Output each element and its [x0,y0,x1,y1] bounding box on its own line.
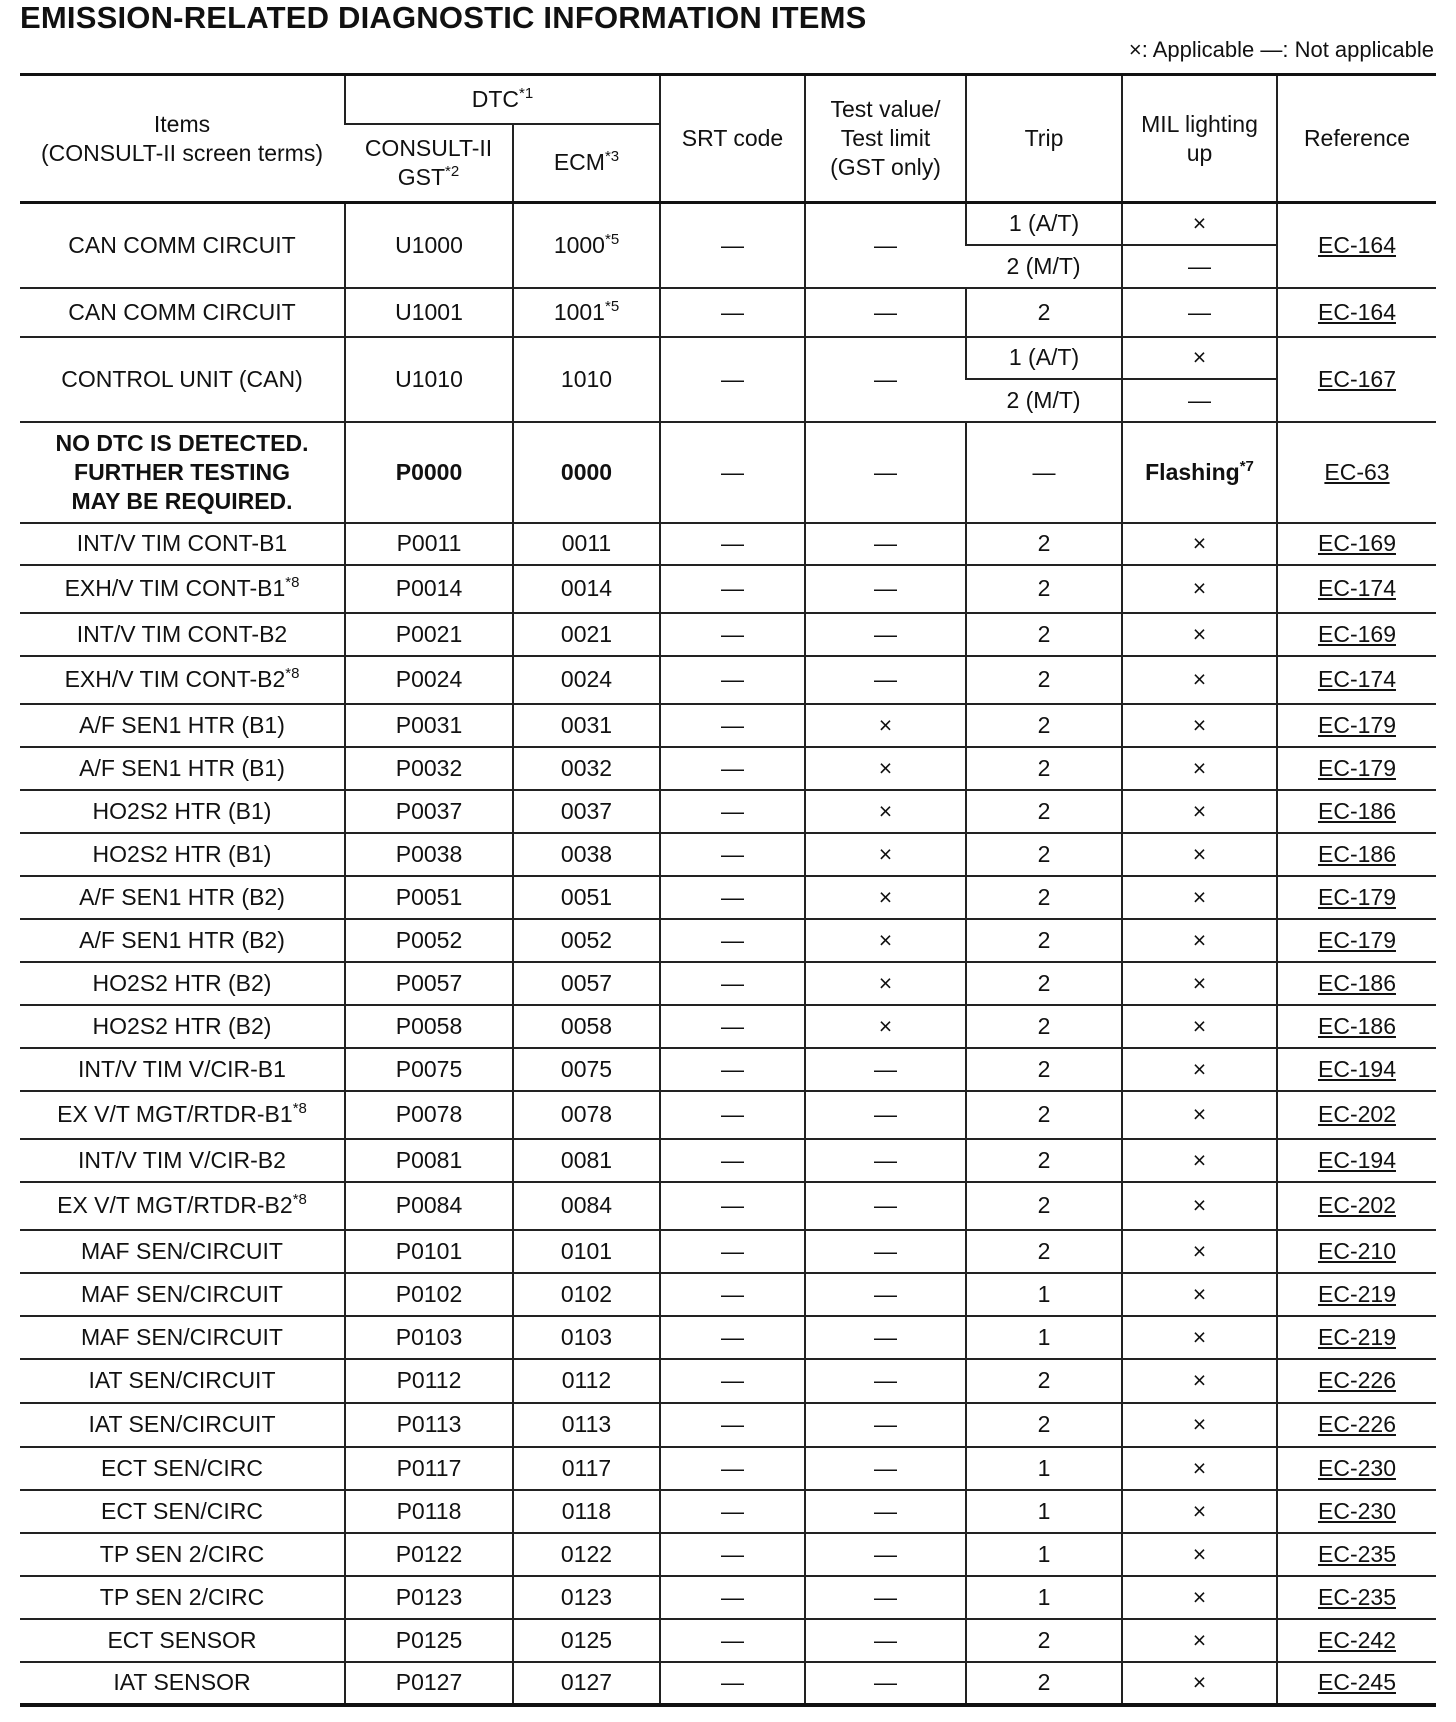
mil-cell: × [1122,1662,1277,1705]
reference-link[interactable]: EC-230 [1277,1490,1436,1533]
reference-link[interactable]: EC-186 [1277,1005,1436,1048]
dtc-table [20,73,1436,1707]
reference-link[interactable]: EC-169 [1277,613,1436,656]
table-row [20,1048,1436,1091]
table-row [20,1230,1436,1273]
table-header [20,75,1436,203]
srt-cell: — [660,704,805,747]
item-cell: NO DTC IS DETECTED. FURTHER TESTING MAY BE REQUIRED. [20,422,345,523]
mil-cell: × [1122,1316,1277,1359]
ecm-cell: 0051 [513,876,660,919]
item-cell: CAN COMM CIRCUIT [20,203,345,288]
header-mil: MIL lighting up [1122,75,1277,203]
reference-link[interactable]: EC-226 [1277,1359,1436,1403]
srt-cell: — [660,1359,805,1403]
trip-cell: 2 [966,876,1122,919]
table-row [20,1005,1436,1048]
srt-cell: — [660,1447,805,1490]
trip-cell: 2 [966,704,1122,747]
trip-cell: 2 [966,613,1122,656]
mil-cell: Flashing$^{*7}$ [1122,422,1277,523]
header-ecm: ECM$^{*3}$ [513,124,660,203]
mil-cell: — [1122,288,1277,337]
trip-cell: 2 [966,962,1122,1005]
table-row [20,613,1436,656]
reference-link[interactable]: EC-202 [1277,1091,1436,1139]
table-row [20,337,1436,379]
gst-cell: P0084 [345,1182,513,1230]
srt-cell: — [660,747,805,790]
ecm-cell: 0117 [513,1447,660,1490]
ecm-cell: 0118 [513,1490,660,1533]
srt-cell: — [660,1005,805,1048]
ecm-cell: 0014 [513,565,660,613]
gst-cell: P0052 [345,919,513,962]
item-cell: MAF SEN/CIRCUIT [20,1273,345,1316]
gst-cell: P0081 [345,1139,513,1182]
test-cell: — [805,1316,966,1359]
gst-cell: P0058 [345,1005,513,1048]
table-row [20,523,1436,565]
reference-link[interactable]: EC-164 [1277,203,1436,288]
mil-cell: × [1122,747,1277,790]
ecm-cell: 0101 [513,1230,660,1273]
srt-cell: — [660,876,805,919]
mil-cell: × [1122,337,1277,379]
header-dtc: DTC$^{*1}$ [345,75,660,124]
reference-link[interactable]: EC-194 [1277,1048,1436,1091]
item-cell: INT/V TIM CONT-B2 [20,613,345,656]
table-row [20,1447,1436,1490]
gst-cell: P0075 [345,1048,513,1091]
table-row [20,656,1436,704]
mil-cell: — [1122,245,1277,288]
item-cell: HO2S2 HTR (B2) [20,962,345,1005]
ecm-cell: 0037 [513,790,660,833]
trip-cell: 2 [966,1048,1122,1091]
srt-cell: — [660,1139,805,1182]
test-cell: — [805,1619,966,1662]
srt-cell: — [660,962,805,1005]
test-cell: × [805,919,966,962]
table-row [20,704,1436,747]
gst-cell: P0038 [345,833,513,876]
mil-cell: × [1122,523,1277,565]
test-cell: — [805,288,966,337]
trip-cell: 2 [966,565,1122,613]
gst-cell: P0127 [345,1662,513,1705]
table-row [20,833,1436,876]
header-trip: Trip [966,75,1122,203]
table-row [20,1533,1436,1576]
item-cell: ECT SEN/CIRC [20,1447,345,1490]
ecm-cell: 0112 [513,1359,660,1403]
reference-link[interactable]: EC-230 [1277,1447,1436,1490]
ecm-cell: 0057 [513,962,660,1005]
gst-cell: P0021 [345,613,513,656]
reference-link[interactable]: EC-235 [1277,1576,1436,1619]
test-cell: × [805,1005,966,1048]
reference-link[interactable]: EC-245 [1277,1662,1436,1705]
item-cell: ECT SENSOR [20,1619,345,1662]
mil-cell: × [1122,1447,1277,1490]
ecm-cell: 0078 [513,1091,660,1139]
item-cell: A/F SEN1 HTR (B1) [20,747,345,790]
table-row [20,203,1436,245]
table-row [20,288,1436,337]
table-row-no-dtc [20,422,1436,523]
srt-cell: — [660,1091,805,1139]
trip-cell: 2 [966,833,1122,876]
test-cell: — [805,1576,966,1619]
trip-cell: 2 [966,656,1122,704]
ecm-cell: 0000 [513,422,660,523]
gst-cell: P0123 [345,1576,513,1619]
reference-link[interactable]: EC-179 [1277,704,1436,747]
test-cell: — [805,1273,966,1316]
trip-cell: 1 [966,1316,1122,1359]
table-row [20,962,1436,1005]
item-cell: IAT SENSOR [20,1662,345,1705]
header-test-value: Test value/ Test limit (GST only) [805,75,966,203]
trip-cell: 2 [966,790,1122,833]
srt-cell: — [660,1619,805,1662]
trip-cell: 2 [966,1403,1122,1447]
item-cell: TP SEN 2/CIRC [20,1576,345,1619]
test-cell: — [805,1139,966,1182]
reference-link[interactable]: EC-63 [1277,422,1436,523]
ecm-cell: 0031 [513,704,660,747]
reference-link[interactable]: EC-174 [1277,565,1436,613]
ecm-cell: 0123 [513,1576,660,1619]
item-cell: A/F SEN1 HTR (B1) [20,704,345,747]
test-cell: × [805,704,966,747]
test-cell: — [805,1662,966,1705]
ecm-cell: 0024 [513,656,660,704]
test-cell: × [805,962,966,1005]
trip-cell: 2 [966,1005,1122,1048]
srt-cell: — [660,833,805,876]
trip-cell: 2 [966,1091,1122,1139]
reference-link[interactable]: EC-219 [1277,1273,1436,1316]
ecm-cell: 1010 [513,337,660,422]
srt-cell: — [660,1662,805,1705]
trip-cell: 1 [966,1533,1122,1576]
table-row [20,1182,1436,1230]
test-cell: — [805,1359,966,1403]
srt-cell: — [660,919,805,962]
mil-cell: × [1122,1359,1277,1403]
gst-cell: P0125 [345,1619,513,1662]
table-row [20,1359,1436,1403]
ecm-cell: 0122 [513,1533,660,1576]
mil-cell: × [1122,1182,1277,1230]
ecm-cell: 0075 [513,1048,660,1091]
test-cell: × [805,790,966,833]
mil-cell: × [1122,1139,1277,1182]
gst-cell: P0122 [345,1533,513,1576]
mil-cell: × [1122,833,1277,876]
mil-cell: × [1122,790,1277,833]
gst-cell: P0024 [345,656,513,704]
trip-cell: 2 [966,1359,1122,1403]
srt-cell: — [660,613,805,656]
trip-cell: 2 [966,919,1122,962]
reference-link[interactable]: EC-242 [1277,1619,1436,1662]
test-cell: — [805,656,966,704]
ecm-cell: 0058 [513,1005,660,1048]
srt-cell: — [660,1048,805,1091]
srt-cell: — [660,1316,805,1359]
ecm-cell: 0084 [513,1182,660,1230]
reference-link[interactable]: EC-169 [1277,523,1436,565]
gst-cell: P0051 [345,876,513,919]
reference-link[interactable]: EC-179 [1277,876,1436,919]
mil-cell: × [1122,613,1277,656]
gst-cell: P0031 [345,704,513,747]
trip-cell: 2 [966,288,1122,337]
item-cell: ECT SEN/CIRC [20,1490,345,1533]
srt-cell: — [660,1576,805,1619]
item-cell: A/F SEN1 HTR (B2) [20,919,345,962]
item-cell: IAT SEN/CIRCUIT [20,1359,345,1403]
gst-cell: P0102 [345,1273,513,1316]
srt-cell: — [660,422,805,523]
table-row [20,1619,1436,1662]
srt-cell: — [660,1230,805,1273]
srt-cell: — [660,790,805,833]
table-row [20,790,1436,833]
srt-cell: — [660,1182,805,1230]
item-cell: HO2S2 HTR (B1) [20,833,345,876]
table-row [20,1091,1436,1139]
gst-cell: P0000 [345,422,513,523]
trip-cell: 1 [966,1447,1122,1490]
gst-cell: P0113 [345,1403,513,1447]
mil-cell: × [1122,1533,1277,1576]
gst-cell: P0117 [345,1447,513,1490]
gst-cell: P0032 [345,747,513,790]
reference-link[interactable]: EC-235 [1277,1533,1436,1576]
table-row [20,1316,1436,1359]
table-row [20,1403,1436,1447]
gst-cell: P0118 [345,1490,513,1533]
mil-cell: — [1122,379,1277,422]
ecm-cell: 0032 [513,747,660,790]
item-cell: EXH/V TIM CONT-B1$^{*8}$ [20,565,345,613]
mil-cell: × [1122,203,1277,245]
trip-cell: 2 [966,1139,1122,1182]
ecm-cell: 0127 [513,1662,660,1705]
header-consult-gst: CONSULT-II GST$^{*2}$ [345,124,513,203]
ecm-cell: 0021 [513,613,660,656]
gst-cell: P0101 [345,1230,513,1273]
reference-link[interactable]: EC-186 [1277,790,1436,833]
srt-cell: — [660,1273,805,1316]
mil-cell: × [1122,1490,1277,1533]
mil-cell: × [1122,656,1277,704]
gst-cell: P0037 [345,790,513,833]
mil-cell: × [1122,1273,1277,1316]
test-cell: — [805,1048,966,1091]
srt-cell: — [660,203,805,288]
header-reference: Reference [1277,75,1436,203]
mil-cell: × [1122,565,1277,613]
item-cell: CAN COMM CIRCUIT [20,288,345,337]
trip-cell: 1 [966,1576,1122,1619]
test-cell: — [805,613,966,656]
ecm-cell: 0038 [513,833,660,876]
table-row [20,747,1436,790]
mil-cell: × [1122,1576,1277,1619]
ecm-cell: 0052 [513,919,660,962]
trip-cell: 2 [966,747,1122,790]
srt-cell: — [660,1490,805,1533]
mil-cell: × [1122,704,1277,747]
ecm-cell: 0125 [513,1619,660,1662]
test-cell: — [805,1182,966,1230]
test-cell: — [805,1403,966,1447]
item-cell: HO2S2 HTR (B1) [20,790,345,833]
trip-cell: 2 (M/T) [966,245,1122,288]
table-body [20,203,1436,523]
srt-cell: — [660,337,805,422]
reference-link[interactable]: EC-186 [1277,962,1436,1005]
srt-cell: — [660,1533,805,1576]
gst-cell: P0103 [345,1316,513,1359]
item-cell: A/F SEN1 HTR (B2) [20,876,345,919]
test-cell: — [805,1533,966,1576]
test-cell: — [805,1490,966,1533]
table-row [20,919,1436,962]
gst-cell: P0014 [345,565,513,613]
item-cell: MAF SEN/CIRCUIT [20,1230,345,1273]
reference-link[interactable]: EC-179 [1277,747,1436,790]
trip-cell: 1 (A/T) [966,337,1122,379]
header-srt: SRT code [660,75,805,203]
mil-cell: × [1122,962,1277,1005]
trip-cell: 2 [966,1182,1122,1230]
item-cell: EX V/T MGT/RTDR-B2$^{*8}$ [20,1182,345,1230]
gst-cell: P0112 [345,1359,513,1403]
item-cell: INT/V TIM V/CIR-B2 [20,1139,345,1182]
gst-cell: U1000 [345,203,513,288]
mil-cell: × [1122,1619,1277,1662]
srt-cell: — [660,523,805,565]
ecm-cell: 1000$^{*5}$ [513,203,660,288]
reference-link[interactable]: EC-167 [1277,337,1436,422]
item-cell: HO2S2 HTR (B2) [20,1005,345,1048]
item-cell: INT/V TIM V/CIR-B1 [20,1048,345,1091]
trip-cell: 2 [966,523,1122,565]
mil-cell: × [1122,1048,1277,1091]
ecm-cell: 0011 [513,523,660,565]
mil-cell: × [1122,876,1277,919]
table-row [20,565,1436,613]
trip-cell: 2 (M/T) [966,379,1122,422]
test-cell: — [805,203,966,288]
gst-cell: P0078 [345,1091,513,1139]
gst-cell: U1010 [345,337,513,422]
test-cell: — [805,422,966,523]
gst-cell: U1001 [345,288,513,337]
table-row [20,1273,1436,1316]
test-cell: × [805,747,966,790]
mil-cell: × [1122,919,1277,962]
table-row [20,1576,1436,1619]
trip-cell: 2 [966,1662,1122,1705]
test-cell: × [805,833,966,876]
mil-cell: × [1122,1230,1277,1273]
reference-link[interactable]: EC-210 [1277,1230,1436,1273]
gst-cell: P0057 [345,962,513,1005]
ecm-cell: 0103 [513,1316,660,1359]
table-row [20,1662,1436,1705]
ecm-cell: 0113 [513,1403,660,1447]
item-cell: TP SEN 2/CIRC [20,1533,345,1576]
trip-cell: 1 [966,1490,1122,1533]
reference-link[interactable]: EC-219 [1277,1316,1436,1359]
table-row [20,1490,1436,1533]
item-cell: CONTROL UNIT (CAN) [20,337,345,422]
mil-cell: × [1122,1403,1277,1447]
mil-cell: × [1122,1005,1277,1048]
srt-cell: — [660,288,805,337]
trip-cell: 2 [966,1230,1122,1273]
srt-cell: — [660,565,805,613]
gst-cell: P0011 [345,523,513,565]
srt-cell: — [660,656,805,704]
item-cell: IAT SEN/CIRCUIT [20,1403,345,1447]
test-cell: — [805,1091,966,1139]
applicability-legend: ×: Applicable —: Not applicable [1128,37,1434,62]
ecm-cell: 0102 [513,1273,660,1316]
page-title: EMISSION-RELATED DIAGNOSTIC INFORMATION ITEMS [20,0,867,35]
reference-link[interactable]: EC-164 [1277,288,1436,337]
ecm-cell: 1001$^{*5}$ [513,288,660,337]
reference-link[interactable]: EC-174 [1277,656,1436,704]
test-cell: — [805,1447,966,1490]
reference-link[interactable]: EC-194 [1277,1139,1436,1182]
test-cell: — [805,337,966,422]
test-cell: × [805,876,966,919]
ecm-cell: 0081 [513,1139,660,1182]
trip-cell: 1 (A/T) [966,203,1122,245]
test-cell: — [805,1230,966,1273]
reference-link[interactable]: EC-179 [1277,919,1436,962]
mil-cell: × [1122,1091,1277,1139]
trip-cell: 1 [966,1273,1122,1316]
item-cell: EXH/V TIM CONT-B2$^{*8}$ [20,656,345,704]
trip-cell: — [966,422,1122,523]
trip-cell: 2 [966,1619,1122,1662]
dtc-rows [20,523,1436,1705]
test-cell: — [805,565,966,613]
header-items: Items (CONSULT-II screen terms) [20,75,345,203]
table-row [20,1139,1436,1182]
item-cell: EX V/T MGT/RTDR-B1$^{*8}$ [20,1091,345,1139]
item-cell: MAF SEN/CIRCUIT [20,1316,345,1359]
test-cell: — [805,523,966,565]
item-cell: INT/V TIM CONT-B1 [20,523,345,565]
reference-link[interactable]: EC-202 [1277,1182,1436,1230]
reference-link[interactable]: EC-226 [1277,1403,1436,1447]
reference-link[interactable]: EC-186 [1277,833,1436,876]
srt-cell: — [660,1403,805,1447]
table-row [20,876,1436,919]
